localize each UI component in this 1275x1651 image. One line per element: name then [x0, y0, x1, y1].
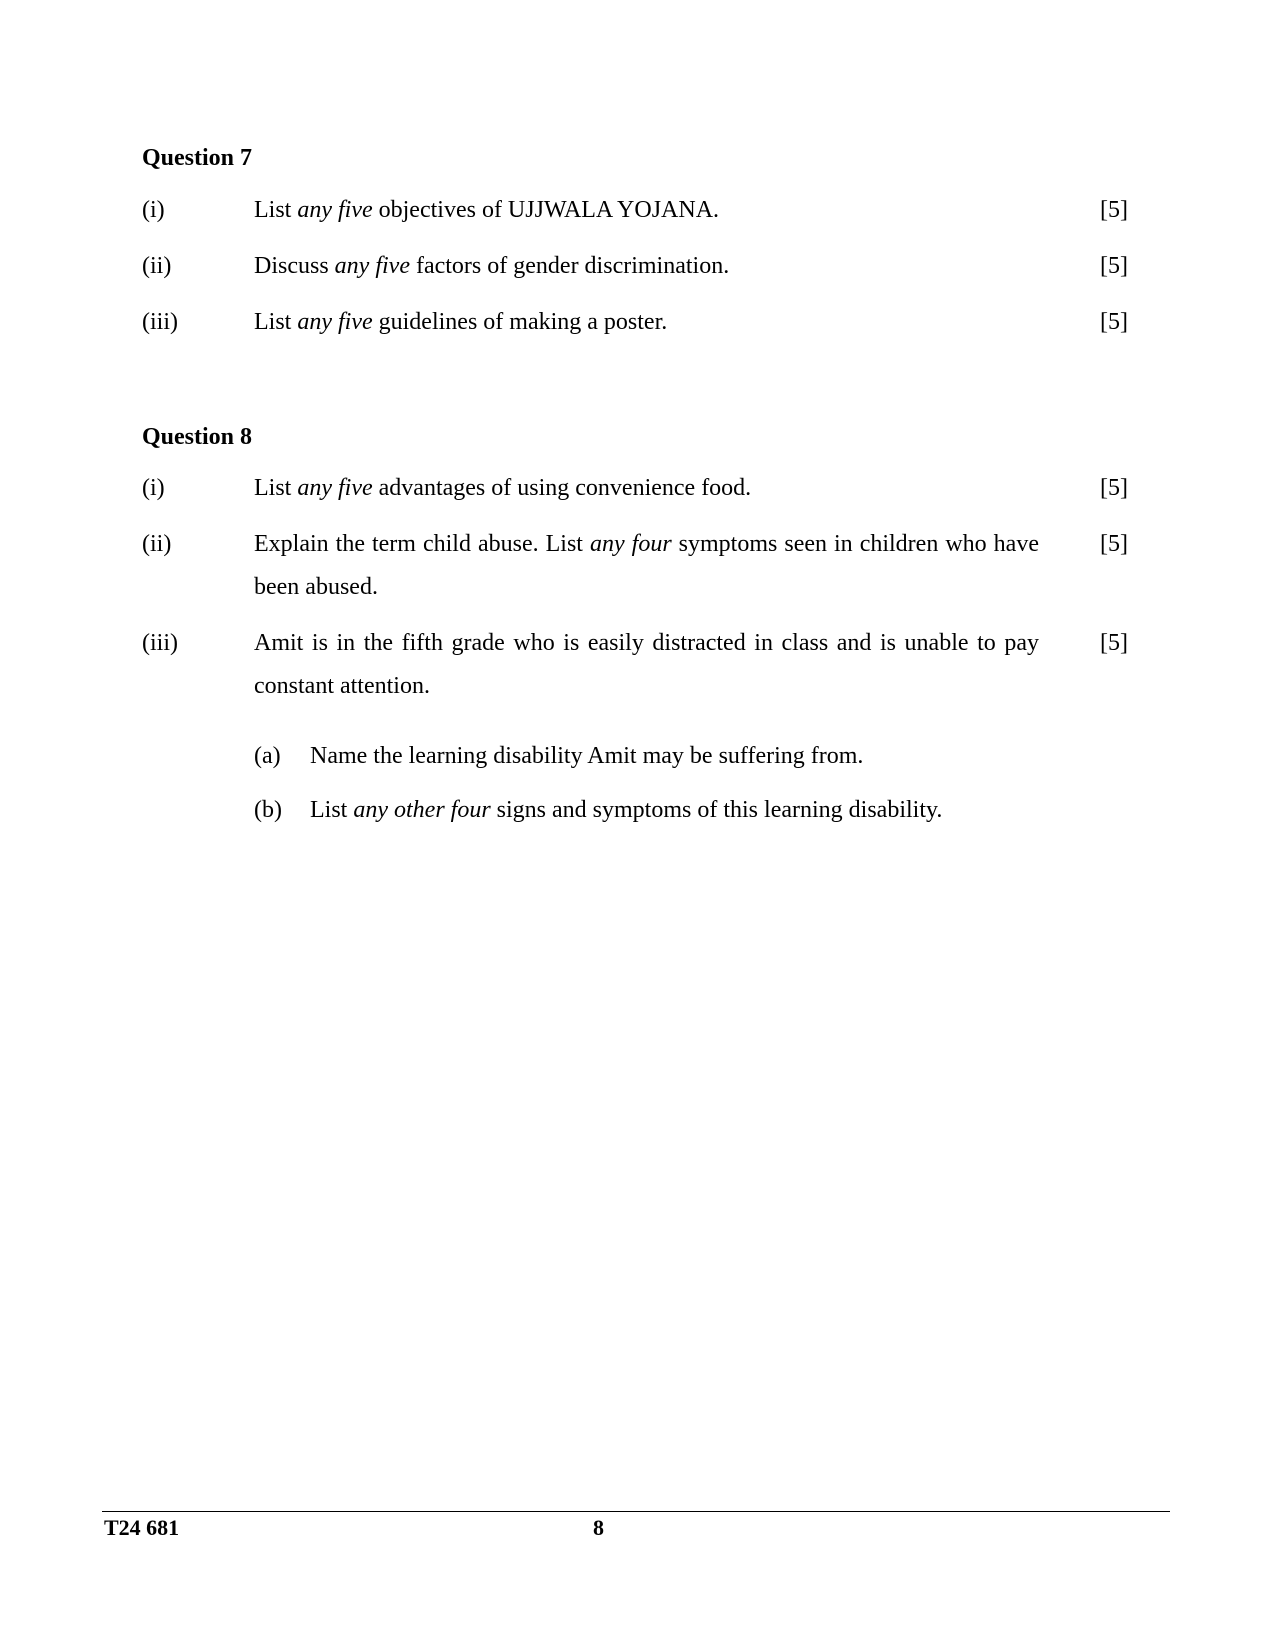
question-8-heading: Question 8: [142, 424, 253, 450]
part-marks: [5]: [1100, 630, 1128, 656]
part-text: Explain the term child abuse. List any four symptoms seen in children who have been abused.: [254, 531, 1039, 600]
part-marks: [5]: [1100, 309, 1128, 335]
part-text: List any five guidelines of making a poster.: [254, 309, 668, 335]
part-number: (ii): [142, 253, 172, 279]
part-number: (iii): [142, 309, 178, 335]
part-marks: [5]: [1100, 253, 1128, 279]
part-number: (iii): [142, 630, 178, 656]
part-text: Discuss any five factors of gender discrimination.: [254, 253, 730, 279]
subpart-number: (b): [254, 797, 282, 823]
question-7-heading: Question 7: [142, 145, 253, 171]
part-marks: [5]: [1100, 475, 1128, 501]
footer-divider: [102, 1511, 1170, 1512]
part-text: List any five advantages of using convenience food.: [254, 475, 752, 501]
paper-code: T24 681: [104, 1515, 180, 1540]
part-number: (i): [142, 197, 165, 223]
subpart-text: List any other four signs and symptoms of this learning disability.: [310, 797, 943, 823]
part-number: (i): [142, 475, 165, 501]
part-text: List any five objectives of UJJWALA YOJANA.: [254, 197, 720, 223]
part-marks: [5]: [1100, 197, 1128, 223]
page-number: 8: [593, 1515, 604, 1540]
subpart-text: Name the learning disability Amit may be suffering from.: [310, 743, 864, 769]
part-text: Amit is in the fifth grade who is easily distracted in class and is unable to pay constant attention.: [254, 630, 1039, 699]
part-number: (ii): [142, 531, 172, 557]
part-marks: [5]: [1100, 531, 1128, 557]
subpart-number: (a): [254, 743, 281, 769]
